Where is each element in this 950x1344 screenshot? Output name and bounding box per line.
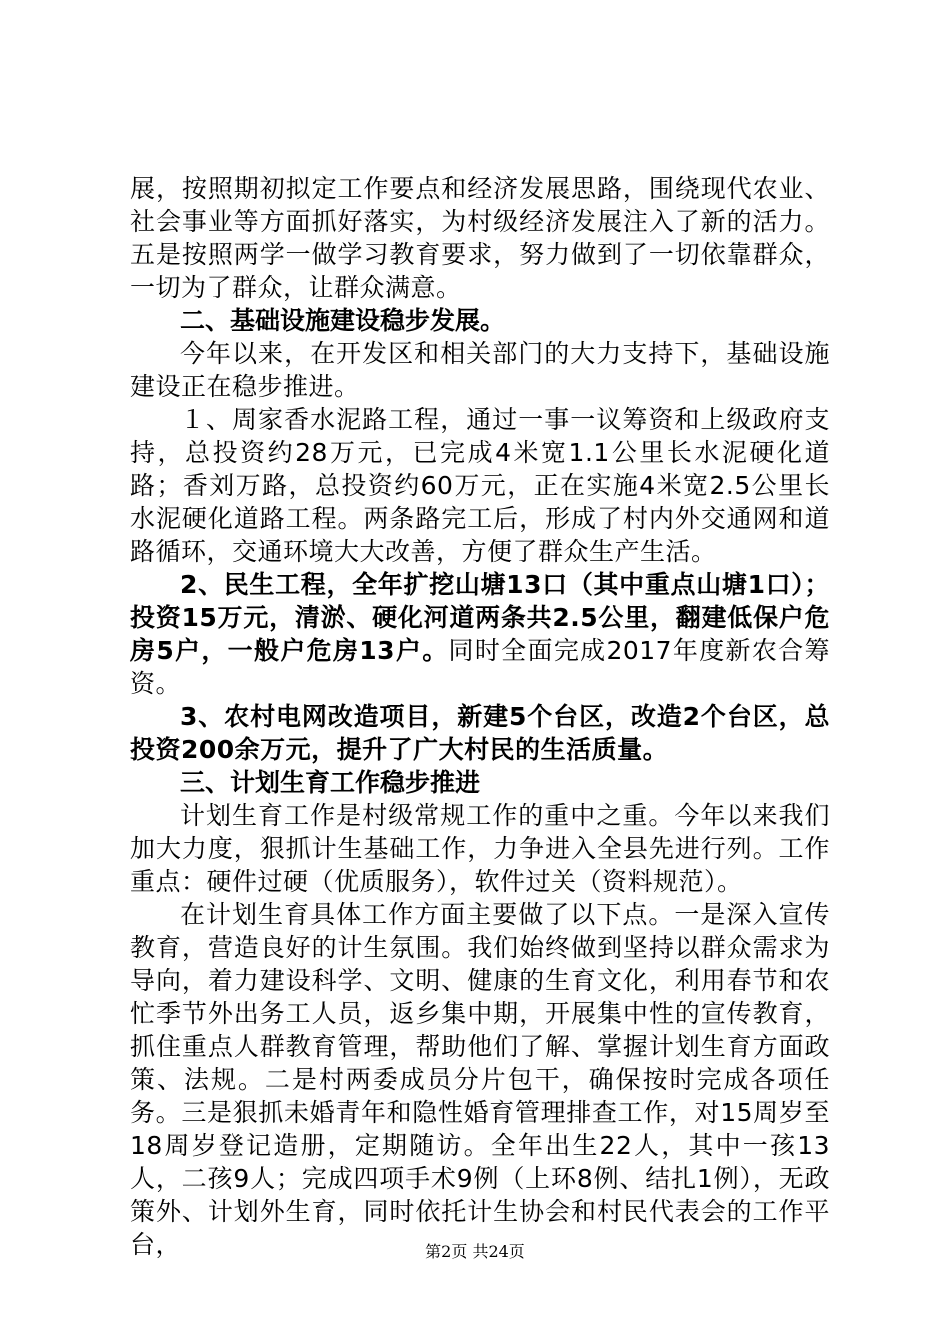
section-heading-family-planning: 三、计划生育工作稳步推进 [180,768,481,797]
paragraph-family-planning-details: 在计划生育具体工作方面主要做了以下点。一是深入宣传教育，营造良好的计生氛围。我们始终做到坚持以群众需求为导向，着力建设科学、文明、健康的生育文化，利用春节和农忙季节外出务工人员，返乡集中期，开展集中性的宣传教育，抓住重点人群教育管理，帮助他们了解、掌握计划生育方面政策、法规。二是村两委成员分片包干，确保按时完成各项任务。三是狠抓未婚青年和隐性婚育管理排查工作，对15周岁至18周岁登记造册，定期随访。全年出生22人，其中一孩13人，二孩9人；完成四项手术9例（上环8例、结扎1例），无政策外、计划外生育，同时依托计生协会和村民代表会的工作平台， [130,900,830,1259]
livelihood-project-plain-text: 同时全面完成2017年度新农合筹资。 [130,636,830,698]
paragraph-power-grid-project: 3、农村电网改造项目，新建5个台区，改造2个台区，总投资200余万元，提升了广大村民的生活质量。 [130,702,830,764]
livelihood-project-bold-text: 2、民生工程，全年扩挖山塘13口（其中重点山塘1口）；投资15万元，清淤、硬化河道两条共2.5公里，翻建低保户危房5户，一般户危房13户。 [130,570,830,665]
paragraph-road-project: １、周家香水泥路工程，通过一事一议筹资和上级政府支持，总投资约28万元，已完成4米宽1.1公里长水泥硬化道路；香刘万路，总投资约60万元，正在实施4米宽2.5公里长水泥硬化道路工程。两条路完工后，形成了村内外交通网和道路循环，交通环境大大改善，方便了群众生产生活。 [130,405,830,566]
paragraph-livelihood-project [130,568,830,700]
paragraph-family-planning-intro: 计划生育工作是村级常规工作的重中之重。今年以来我们加大力度，狠抓计生基础工作，力争进入全县先进行列。工作重点：硬件过硬（优质服务），软件过关（资料规范）。 [130,801,830,896]
page-number-footer: 第2页 共24页 [425,1242,525,1261]
paragraph-infrastructure-intro: 今年以来，在开发区和相关部门的大力支持下，基础设施建设正在稳步推进。 [130,339,830,401]
section-heading-infrastructure: 二、基础设施建设稳步发展。 [180,306,506,335]
document-body [130,172,830,1261]
paragraph-continuation: 展，按照期初拟定工作要点和经济发展思路，围绕现代农业、社会事业等方面抓好落实，为村级经济发展注入了新的活力。五是按照两学一做学习教育要求，努力做到了一切依靠群众，一切为了群众，让群众满意。 [130,174,830,302]
